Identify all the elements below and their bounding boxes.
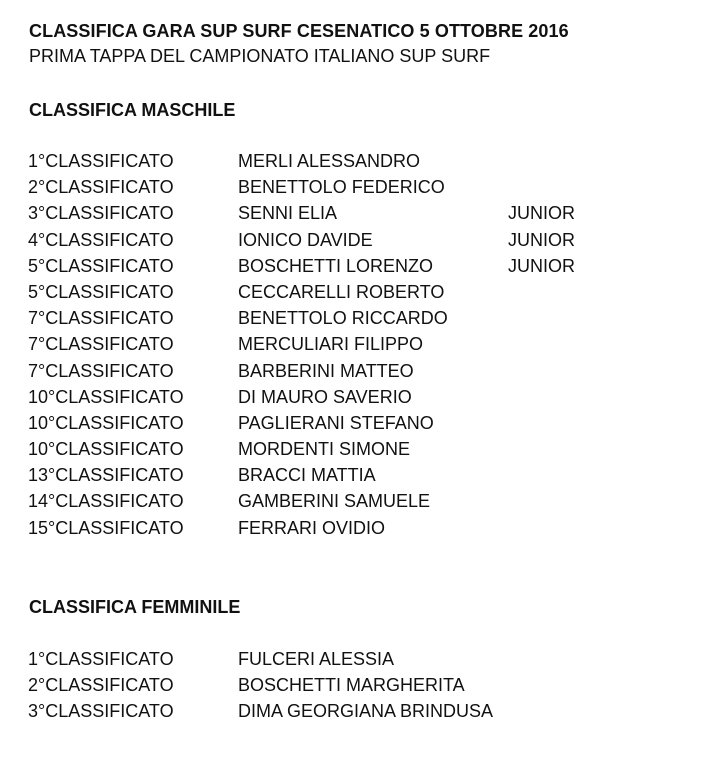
ranking-position: 1°CLASSIFICATO bbox=[28, 151, 174, 171]
ranking-position: 14°CLASSIFICATO bbox=[28, 491, 184, 512]
ranking-position: 2°CLASSIFICATO bbox=[28, 177, 174, 198]
athlete-name: CECCARELLI ROBERTO bbox=[238, 281, 445, 302]
athlete-name: MORDENTI SIMONE bbox=[238, 439, 411, 460]
ranking-position: 13°CLASSIFICATO bbox=[28, 465, 184, 486]
athlete-name: GAMBERINI SAMUELE bbox=[238, 491, 431, 512]
page-title: CLASSIFICA GARA SUP SURF CESENATICO 5 OTTOBRE 2016 bbox=[29, 21, 569, 41]
ranking-position: 10°CLASSIFICATO bbox=[28, 412, 184, 433]
athlete-name: FULCERI ALESSIA bbox=[238, 649, 395, 669]
ranking-position: 10°CLASSIFICATO bbox=[28, 386, 184, 407]
ranking-position: 1°CLASSIFICATO bbox=[28, 649, 174, 669]
ranking-position: 7°CLASSIFICATO bbox=[28, 334, 174, 355]
men-ranking-heading: CLASSIFICA MASCHILE bbox=[29, 100, 236, 120]
athlete-name: BRACCI MATTIA bbox=[238, 465, 376, 486]
athlete-name: DI MAURO SAVERIO bbox=[238, 386, 412, 407]
ranking-position: 2°CLASSIFICATO bbox=[28, 675, 174, 696]
athlete-category: JUNIOR bbox=[508, 229, 575, 250]
page-subtitle: PRIMA TAPPA DEL CAMPIONATO ITALIANO SUP SURF bbox=[29, 46, 491, 66]
athlete-category: JUNIOR bbox=[508, 255, 575, 276]
women-ranking-heading: CLASSIFICA FEMMINILE bbox=[29, 597, 241, 617]
athlete-name: PAGLIERANI STEFANO bbox=[238, 412, 434, 433]
ranking-position: 7°CLASSIFICATO bbox=[28, 308, 174, 329]
ranking-position: 5°CLASSIFICATO bbox=[28, 255, 174, 276]
ranking-position: 7°CLASSIFICATO bbox=[28, 360, 174, 381]
athlete-name: BARBERINI MATTEO bbox=[238, 360, 414, 381]
athlete-name: BOSCHETTI LORENZO bbox=[238, 255, 434, 276]
athlete-name: BENETTOLO RICCARDO bbox=[238, 308, 448, 329]
athlete-category: JUNIOR bbox=[508, 203, 575, 224]
athlete-name: MERLI ALESSANDRO bbox=[238, 151, 421, 171]
athlete-name: MERCULIARI FILIPPO bbox=[238, 334, 424, 355]
athlete-name: IONICO DAVIDE bbox=[238, 229, 373, 250]
athlete-name: SENNI ELIA bbox=[238, 203, 338, 224]
athlete-name: BOSCHETTI MARGHERITA bbox=[238, 675, 465, 696]
ranking-position: 3°CLASSIFICATO bbox=[28, 203, 174, 224]
ranking-position: 10°CLASSIFICATO bbox=[28, 439, 184, 460]
ranking-position: 4°CLASSIFICATO bbox=[28, 229, 174, 250]
athlete-name: DIMA GEORGIANA BRINDUSA bbox=[238, 701, 494, 722]
athlete-name: FERRARI OVIDIO bbox=[238, 517, 386, 538]
ranking-position: 5°CLASSIFICATO bbox=[28, 281, 174, 302]
athlete-name: BENETTOLO FEDERICO bbox=[238, 177, 445, 198]
ranking-position: 15°CLASSIFICATO bbox=[28, 517, 184, 538]
ranking-position: 3°CLASSIFICATO bbox=[28, 701, 174, 722]
